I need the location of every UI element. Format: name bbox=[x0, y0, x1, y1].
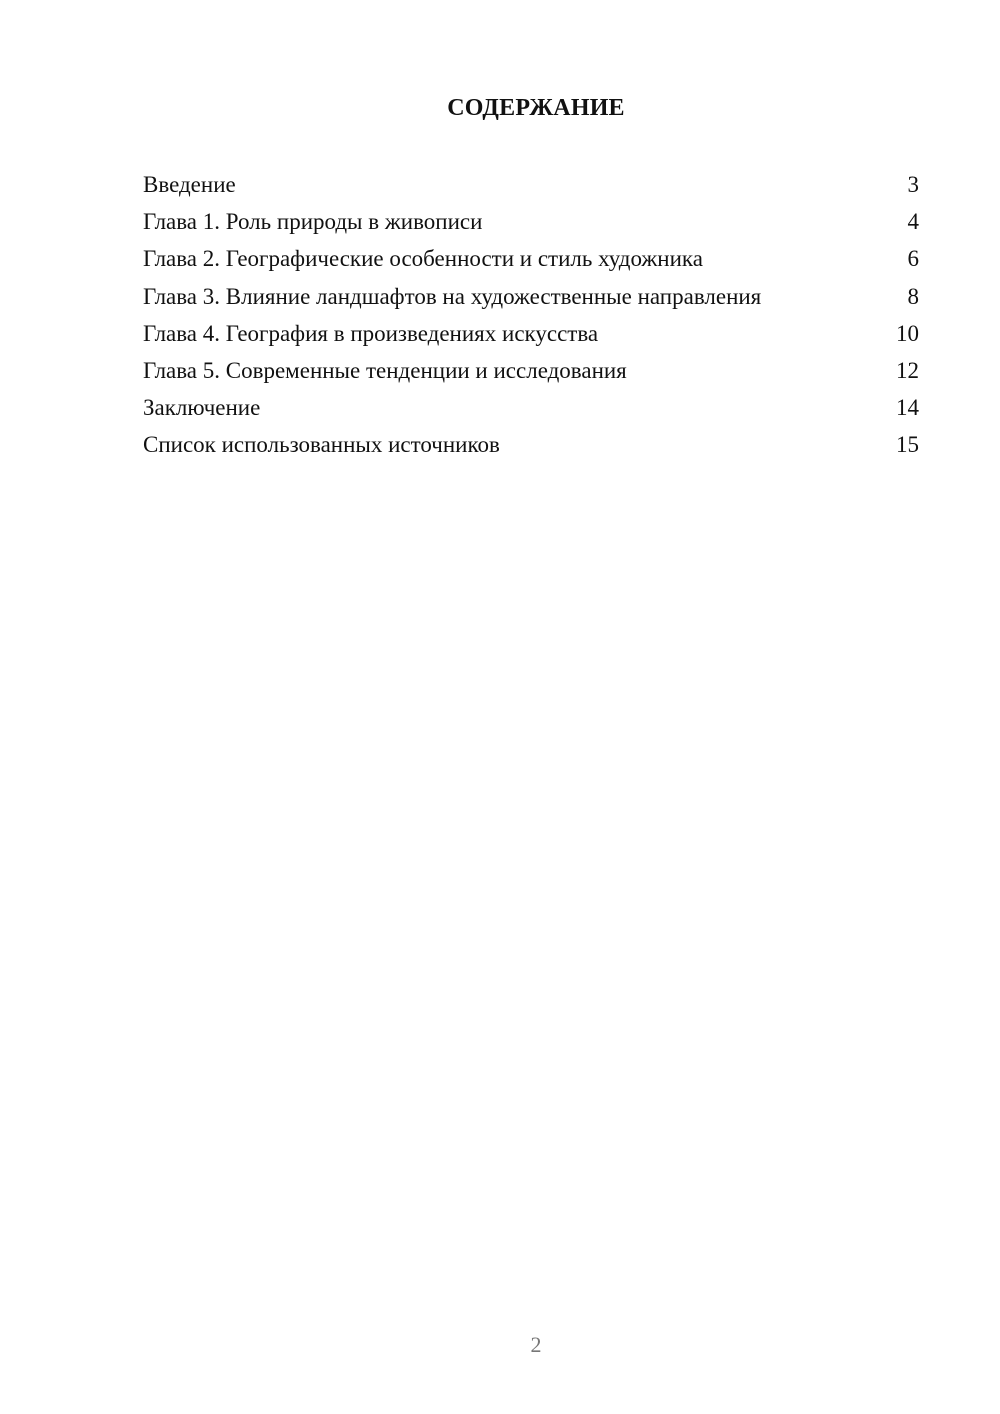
toc-entry-page: 15 bbox=[896, 432, 919, 458]
toc-entry-chapter-3 bbox=[143, 278, 919, 315]
table-of-contents bbox=[143, 166, 919, 464]
toc-entry-page: 8 bbox=[907, 283, 919, 309]
toc-entry-label: Глава 5. Современные тенденции и исследования bbox=[143, 357, 627, 383]
toc-entry-label: Введение bbox=[143, 172, 236, 197]
toc-entry-references bbox=[143, 426, 919, 463]
toc-entry-chapter-2 bbox=[143, 240, 919, 277]
toc-entry-label: Глава 4. География в произведениях искусства bbox=[143, 320, 599, 346]
toc-entry-label: Глава 2. Географические особенности и стиль художника bbox=[143, 246, 703, 272]
toc-entry-chapter-5 bbox=[143, 352, 919, 389]
toc-entry-label: Глава 1. Роль природы в живописи bbox=[143, 209, 483, 235]
toc-entry-page: 6 bbox=[907, 246, 919, 272]
toc-entry-page: 12 bbox=[896, 357, 919, 383]
toc-entry-page: 3 bbox=[907, 172, 919, 197]
toc-title: СОДЕРЖАНИЕ bbox=[447, 95, 625, 121]
toc-entry-introduction bbox=[143, 166, 919, 203]
page-number: 2 bbox=[530, 1332, 542, 1357]
toc-entry-chapter-1 bbox=[143, 203, 919, 240]
toc-entry-chapter-4 bbox=[143, 315, 919, 352]
toc-entry-label: Заключение bbox=[143, 395, 261, 421]
toc-entry-page: 14 bbox=[896, 395, 919, 421]
toc-entry-label: Глава 3. Влияние ландшафтов на художественные направления bbox=[143, 283, 762, 309]
toc-entry-conclusion bbox=[143, 389, 919, 426]
toc-entry-page: 10 bbox=[896, 320, 919, 346]
toc-entry-label: Список использованных источников bbox=[143, 432, 500, 458]
toc-entry-page: 4 bbox=[907, 209, 919, 235]
